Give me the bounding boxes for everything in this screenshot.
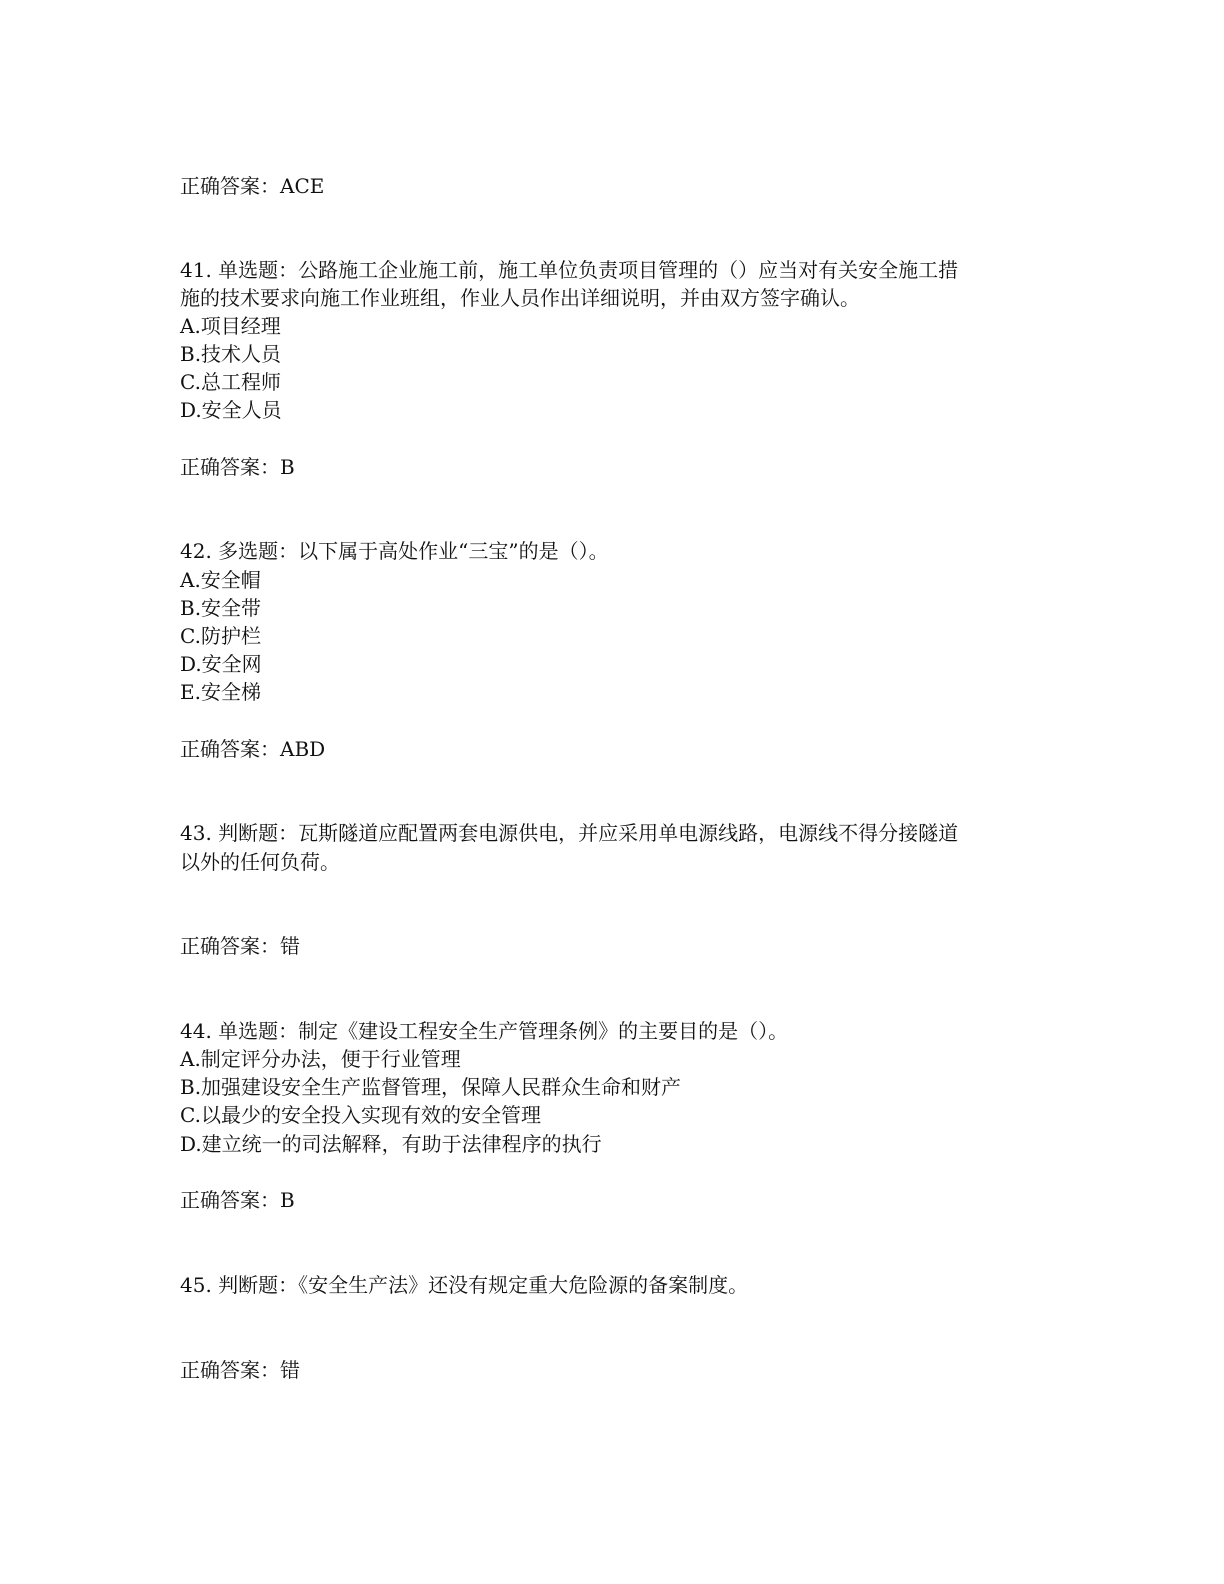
option-c: C.以最少的安全投入实现有效的安全管理 xyxy=(180,1103,541,1127)
question-stem: 以外的任何负荷。 xyxy=(180,850,340,874)
correct-answer: 正确答案：B xyxy=(180,455,295,479)
option-c: C.防护栏 xyxy=(180,624,261,648)
option-a: A.制定评分办法，便于行业管理 xyxy=(180,1047,461,1071)
option-a: A.安全帽 xyxy=(180,568,261,592)
question-stem: 43. 判断题：瓦斯隧道应配置两套电源供电，并应采用单电源线路，电源线不得分接隧道 xyxy=(180,821,959,845)
question-stem: 44. 单选题：制定《建设工程安全生产管理条例》的主要目的是（）。 xyxy=(180,1019,789,1043)
question-stem: 施的技术要求向施工作业班组，作业人员作出详细说明，并由双方签字确认。 xyxy=(180,286,860,310)
correct-answer: 正确答案：B xyxy=(180,1188,295,1212)
option-d: D.安全人员 xyxy=(180,398,282,422)
option-e: E.安全梯 xyxy=(180,680,261,704)
option-c: C.总工程师 xyxy=(180,370,281,394)
option-a: A.项目经理 xyxy=(180,314,281,338)
correct-answer: 正确答案：错 xyxy=(180,934,300,958)
option-b: B.技术人员 xyxy=(180,342,282,366)
correct-answer: 正确答案：错 xyxy=(180,1358,300,1382)
option-d: D.安全网 xyxy=(180,652,262,676)
correct-answer: 正确答案：ABD xyxy=(180,737,326,761)
question-stem: 45. 判断题：《安全生产法》还没有规定重大危险源的备案制度。 xyxy=(180,1273,749,1297)
prev-answer: 正确答案：ACE xyxy=(180,174,325,198)
question-stem: 41. 单选题：公路施工企业施工前，施工单位负责项目管理的（）应当对有关安全施工措 xyxy=(180,258,959,282)
option-b: B.加强建设安全生产监督管理，保障人民群众生命和财产 xyxy=(180,1075,682,1099)
option-b: B.安全带 xyxy=(180,596,262,620)
option-d: D.建立统一的司法解释，有助于法律程序的执行 xyxy=(180,1132,602,1156)
question-stem: 42. 多选题：以下属于高处作业“三宝”的是（）。 xyxy=(180,539,609,563)
